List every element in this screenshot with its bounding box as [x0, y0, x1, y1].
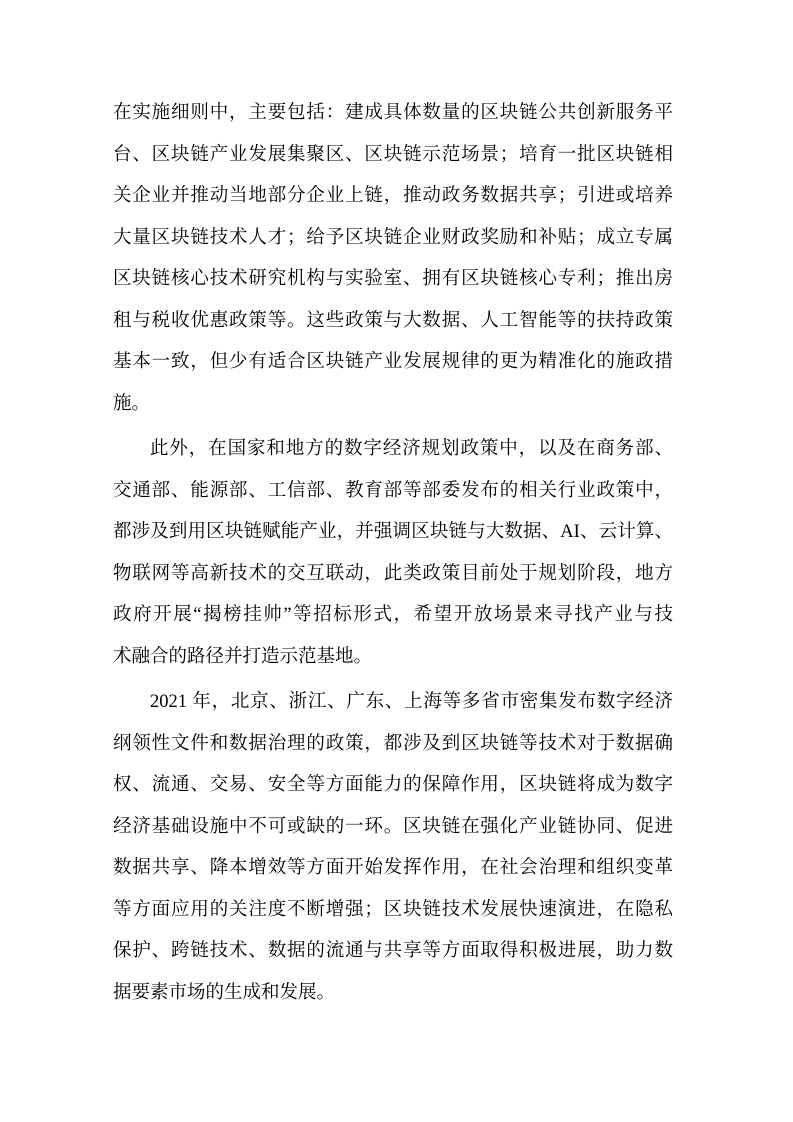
text-line: 台、区块链产业发展集聚区、区块链示范场景；培育一批区块链相 — [113, 144, 673, 165]
text-line: 都涉及到用区块链赋能产业，并强调区块链与大数据、AI、云计算、 — [113, 522, 673, 542]
text-line: 交通部、能源部、工信部、教育部等部委发布的相关行业政策中， — [113, 480, 673, 501]
text-line: 数据共享、降本增效等方面开始发挥作用，在社会治理和组织变革 — [113, 858, 673, 878]
text-line: 纲领性文件和数据治理的政策，都涉及到区块链等技术对于数据确 — [113, 733, 673, 754]
text-line: 租与税收优惠政策等。这些政策与大数据、人工智能等的扶持政策 — [113, 310, 673, 331]
paragraph — [113, 682, 673, 1014]
paragraph — [113, 93, 673, 425]
text-line: 物联网等高新技术的交互联动，此类政策目前处于规划阶段，地方 — [113, 563, 673, 584]
text-line: 2021 年，北京、浙江、广东、上海等多省市密集发布数字经济 — [150, 692, 673, 712]
paragraph — [113, 429, 673, 678]
text-line: 此外，在国家和地方的数字经济规划政策中，以及在商务部、 — [150, 439, 673, 459]
text-line: 大量区块链技术人才；给予区块链企业财政奖励和补贴；成立专属 — [113, 227, 673, 248]
text-line: 政府开展“揭榜挂帅”等招标形式，希望开放场景来寻找产业与技 — [113, 605, 673, 625]
text-line: 保护、跨链技术、数据的流通与共享等方面取得积极进展，助力数 — [113, 941, 673, 961]
text-line: 术融合的路径并打造示范基地。 — [113, 646, 373, 667]
text-line: 经济基础设施中不可或缺的一环。区块链在强化产业链协同、促进 — [113, 816, 673, 837]
text-line: 区块链核心技术研究机构与实验室、拥有区块链核心专利；推出房 — [113, 269, 673, 289]
text-line: 关企业并推动当地部分企业上链，推动政务数据共享；引进或培养 — [113, 186, 673, 206]
text-line: 等方面应用的关注度不断增强；区块链技术发展快速演进，在隐私 — [113, 899, 673, 920]
text-line: 在实施细则中，主要包括：建成具体数量的区块链公共创新服务平 — [113, 103, 673, 123]
text-line: 据要素市场的生成和发展。 — [113, 982, 336, 1003]
text-line: 权、流通、交易、安全等方面能力的保障作用，区块链将成为数字 — [113, 775, 673, 795]
text-line: 基本一致，但少有适合区块链产业发展规律的更为精准化的施政措 — [113, 352, 673, 372]
text-line: 施。 — [113, 393, 151, 414]
document-body — [113, 93, 673, 1018]
